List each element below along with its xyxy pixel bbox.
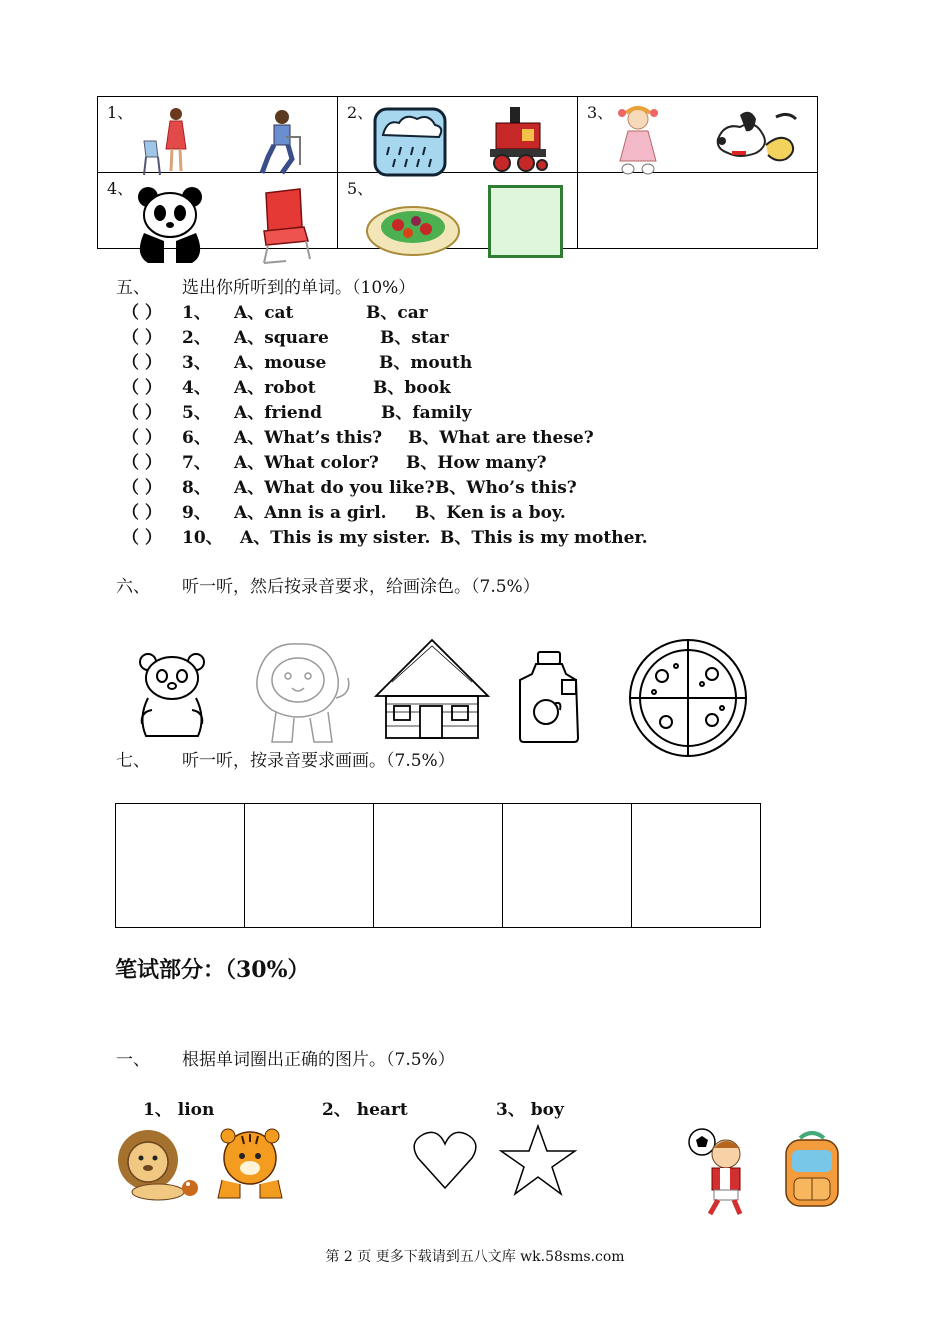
section-number: 五、 — [116, 278, 150, 298]
bottle-outline-icon — [516, 650, 582, 744]
option-a: A、mouse — [234, 353, 327, 373]
answer-parentheses[interactable]: （ ） — [122, 528, 162, 548]
section-number: 七、 — [116, 751, 150, 771]
panda-outline-icon — [134, 650, 212, 742]
word-item-boy: 3、 boy — [496, 1100, 564, 1120]
girl-on-chair-icon — [138, 105, 198, 177]
drawing-box[interactable] — [374, 804, 503, 928]
drawing-box[interactable] — [503, 804, 632, 928]
heart-icon[interactable] — [412, 1128, 478, 1192]
cell-number: 2、 — [347, 103, 374, 122]
boy-on-chair-icon — [248, 107, 308, 177]
option-a: A、Ann is a girl. — [234, 503, 387, 523]
answer-parentheses[interactable]: （ ） — [122, 353, 162, 373]
rain-cloud-icon — [373, 107, 449, 179]
drawing-box[interactable] — [632, 804, 761, 928]
tiger-icon[interactable] — [212, 1128, 292, 1202]
option-b: B、How many? — [406, 453, 547, 473]
doll-icon — [610, 105, 666, 181]
cell-number: 5、 — [347, 179, 374, 198]
answer-parentheses[interactable]: （ ） — [122, 503, 162, 523]
option-b: B、star — [380, 328, 449, 348]
question-number: 1、 — [182, 303, 211, 323]
listening-picture-table — [97, 96, 818, 249]
cell-number: 1、 — [107, 103, 134, 122]
cell-number: 3、 — [587, 103, 614, 122]
green-square — [488, 185, 563, 258]
red-chair-icon — [256, 187, 312, 267]
question-number: 7、 — [182, 453, 211, 473]
option-b: B、Who’s this? — [435, 478, 577, 498]
dog-icon — [710, 105, 802, 169]
question-number: 4、 — [182, 378, 211, 398]
cell-number: 4、 — [107, 179, 134, 198]
option-b: B、family — [381, 403, 472, 423]
panda-icon — [134, 185, 206, 265]
answer-parentheses[interactable]: （ ） — [122, 453, 162, 473]
drawing-box-grid — [115, 803, 761, 928]
option-b: B、car — [366, 303, 428, 323]
drawing-box[interactable] — [245, 804, 374, 928]
picture-cell-3 — [578, 97, 818, 173]
question-number: 8、 — [182, 478, 211, 498]
option-a: A、friend — [234, 403, 322, 423]
word-item-heart: 2、 heart — [322, 1100, 408, 1120]
option-a: A、What do you like? — [234, 478, 435, 498]
option-b: B、mouth — [379, 353, 473, 373]
option-a: A、This is my sister. — [240, 528, 431, 548]
option-b: B、What are these? — [408, 428, 594, 448]
option-a: A、robot — [234, 378, 316, 398]
option-a: A、What color? — [234, 453, 379, 473]
picture-cell-1 — [98, 97, 338, 173]
written-section1-heading — [116, 1045, 455, 1070]
star-icon[interactable] — [498, 1124, 578, 1196]
word-item-lion: 1、 lion — [143, 1100, 215, 1120]
section-number: 一、 — [116, 1050, 150, 1070]
question-number: 9、 — [182, 503, 211, 523]
house-outline-icon — [372, 636, 492, 744]
written-part-heading: 笔试部分：（30%） — [115, 957, 310, 983]
picture-cell-5 — [338, 173, 578, 249]
picture-cell-4 — [98, 173, 338, 249]
train-icon — [486, 105, 550, 177]
option-b: B、Ken is a boy. — [415, 503, 566, 523]
option-a: A、square — [234, 328, 329, 348]
option-a: A、What’s this? — [234, 428, 383, 448]
page-footer: 第 2 页 更多下载请到五八文库 wk.58sms.com — [325, 1249, 625, 1265]
lion-icon[interactable] — [114, 1128, 204, 1202]
answer-parentheses[interactable]: （ ） — [122, 478, 162, 498]
section7-heading — [116, 746, 455, 771]
question-number: 3、 — [182, 353, 211, 373]
backpack-icon[interactable] — [778, 1130, 846, 1210]
answer-parentheses[interactable]: （ ） — [122, 303, 162, 323]
question-number: 5、 — [182, 403, 211, 423]
section-title: 根据单词圈出正确的图片。（7.5%） — [182, 1050, 455, 1070]
option-b: B、book — [373, 378, 451, 398]
section-title: 听一听，然后按录音要求，给画涂色。（7.5%） — [182, 577, 540, 597]
answer-parentheses[interactable]: （ ） — [122, 403, 162, 423]
picture-cell-2 — [338, 97, 578, 173]
answer-parentheses[interactable]: （ ） — [122, 428, 162, 448]
section-title: 选出你所听到的单词。（10%） — [182, 278, 416, 298]
section-number: 六、 — [116, 577, 150, 597]
section-title: 听一听，按录音要求画画。（7.5%） — [182, 751, 455, 771]
section6-heading — [116, 572, 540, 597]
question-number: 6、 — [182, 428, 211, 448]
salad-plate-icon — [364, 197, 462, 259]
option-b: B、This is my mother. — [440, 528, 648, 548]
answer-parentheses[interactable]: （ ） — [122, 328, 162, 348]
lion-outline-icon — [240, 638, 356, 750]
pizza-outline-icon — [626, 636, 750, 760]
section5-heading — [116, 273, 415, 298]
question-number: 2、 — [182, 328, 211, 348]
question-number: 10、 — [182, 528, 223, 548]
picture-cell-6 — [578, 173, 818, 249]
drawing-box[interactable] — [116, 804, 245, 928]
option-a: A、cat — [234, 303, 294, 323]
answer-parentheses[interactable]: （ ） — [122, 378, 162, 398]
boy-soccer-icon[interactable] — [686, 1126, 752, 1220]
